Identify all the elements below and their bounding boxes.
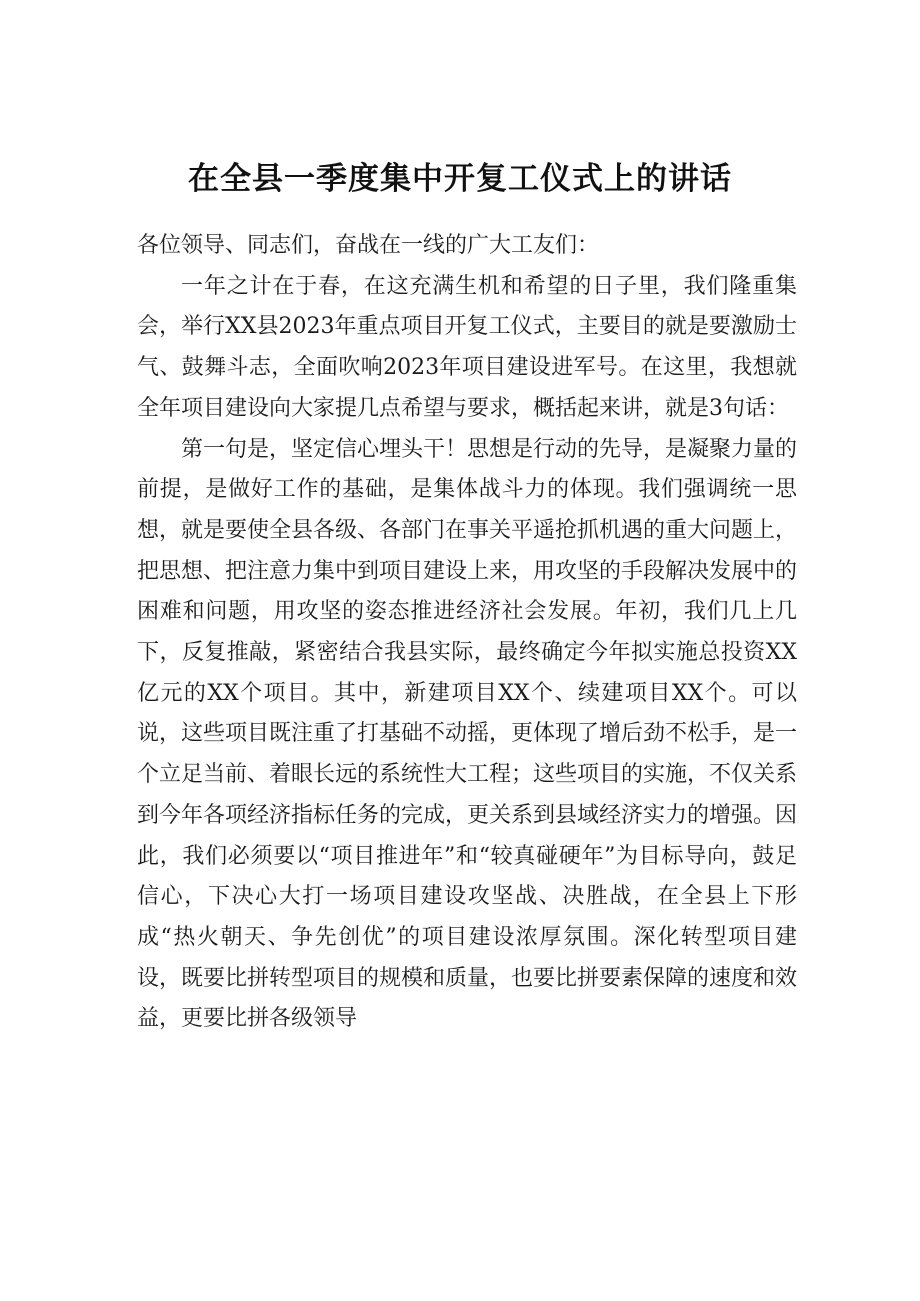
document-body — [137, 226, 797, 1040]
paragraph-opening: 一年之计在于春，在这充满生机和希望的日子里，我们隆重集会，举行XX县2023年重点项目开复工仪式，主要目的就是要激励士气、鼓舞斗志，全面吹响2023年项目建设进军号。在这里，我想就全年项目建设向大家提几点希望与要求，概括起来讲，就是3句话： — [137, 273, 797, 421]
document-title: 在全县一季度集中开复工仪式上的讲话 — [188, 161, 732, 197]
salutation: 各位领导、同志们，奋战在一线的广大工友们： — [137, 233, 600, 258]
paragraph-first-point: 第一句是，坚定信心埋头干！思想是行动的先导，是凝聚力量的前提，是做好工作的基础，是集体战斗力的体现。我们强调统一思想，就是要使全县各级、各部门在事关平遥抢抓机遇的重大问题上，把思想、把注意力集中到项目建设上来，用攻坚的手段解决发展中的困难和问题，用攻坚的姿态推进经济社会发展。年初，我们几上几下，反复推敲，紧密结合我县实际，最终确定今年拟实施总投资XX亿元的XX个项目。其中，新建项目XX个、续建项目XX个。可以说，这些项目既注重了打基础不动摇，更体现了增后劲不松手，是一个立足当前、着眼长远的系统性大工程；这些项目的实施，不仅关系到今年各项经济指标任务的完成，更关系到县域经济实力的增强。因此，我们必须要以“项目推进年”和“较真碰硬年”为目标导向，鼓足信心，下决心大打一场项目建设攻坚战、决胜战，在全县上下形成“热火朝天、争先创优”的项目建设浓厚氛围。深化转型项目建设，既要比拼转型项目的规模和质量，也要比拼要素保障的速度和效益，更要比拼各级领导 — [137, 436, 798, 1032]
